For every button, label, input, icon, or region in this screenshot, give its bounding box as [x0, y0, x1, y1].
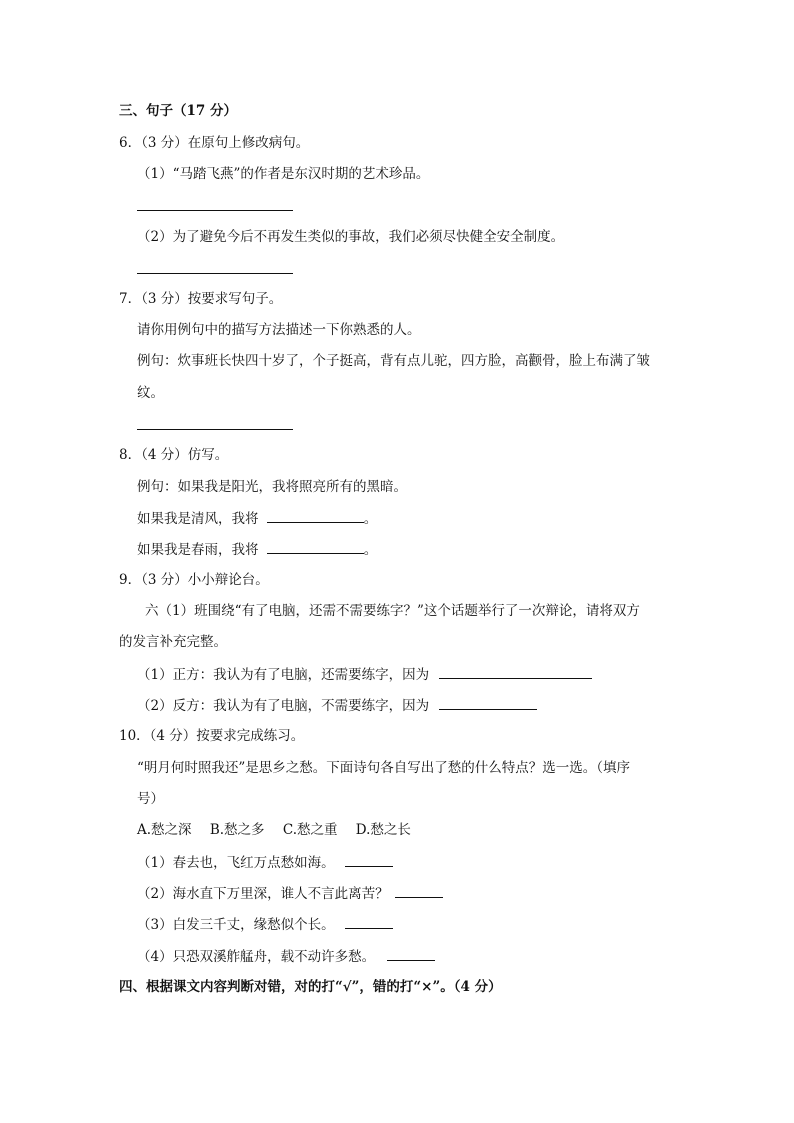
q6-answer-line-2[interactable]: [137, 273, 293, 274]
q10-option-c: C.愁之重: [282, 822, 338, 838]
q10-blank-4[interactable]: [387, 946, 435, 961]
q8-line-1: [137, 508, 377, 529]
q9-item-2: [137, 695, 537, 716]
q8-title: 8．（4 分）仿写。: [119, 447, 229, 463]
q7-instruction: 请你用例句中的描写方法描述一下你熟悉的人。: [137, 322, 421, 338]
q8-line-2: [137, 539, 377, 560]
q10-options: [137, 820, 411, 840]
q9-item-2-text: （2）反方：我认为有了电脑，不需要练字，因为: [137, 698, 430, 714]
q10-blank-2[interactable]: [395, 883, 443, 898]
q6-item-2: （2）为了避免今后不再发生类似的事故，我们必须尽快健全安全制度。: [137, 229, 565, 245]
q8-line-2-suffix: 。: [363, 542, 378, 558]
q9-item-1-text: （1）正方：我认为有了电脑，还需要练字，因为: [137, 667, 430, 683]
q9-item-1: [137, 664, 592, 685]
q10-item-3: [137, 914, 393, 935]
q10-item-4-text: （4）只恐双溪舴艋舟，载不动许多愁。: [137, 949, 376, 965]
q10-item-2-text: （2）海水直下万里深，谁人不言此离苦？: [137, 886, 389, 902]
q7-example-line-2: 纹。: [137, 385, 164, 401]
q9-context-line-1: 六（1）班围绕“有了电脑，还需不需要练字？”这个话题举行了一次辩论，请将双方: [145, 603, 640, 619]
q7-example-line-1: 例句：炊事班长快四十岁了，个子挺高，背有点儿驼，四方脸，高颧骨，脸上布满了皱: [137, 353, 650, 369]
q10-blank-3[interactable]: [345, 914, 393, 929]
q9-blank-2[interactable]: [439, 695, 537, 710]
q10-intro-line-1: “明月何时照我还”是思乡之愁。下面诗句各自写出了愁的什么特点？选一选。（填序: [137, 760, 631, 776]
q10-option-d: D.愁之长: [355, 822, 411, 838]
q10-item-1: [137, 852, 393, 873]
q10-title: 10．（4 分）按要求完成练习。: [119, 728, 305, 744]
q8-example: 例句：如果我是阳光，我将照亮所有的黑暗。: [137, 479, 407, 495]
q8-blank-2[interactable]: [267, 539, 364, 554]
section-4-heading: 四、根据课文内容判断对错，对的打“√”，错的打“×”。（4 分）: [119, 979, 502, 995]
q7-answer-line[interactable]: [137, 429, 293, 430]
q6-title: 6．（3 分）在原句上修改病句。: [119, 135, 310, 151]
q9-blank-1[interactable]: [439, 664, 592, 679]
q9-title: 9．（3 分）小小辩论台。: [119, 572, 269, 588]
q10-item-2: [137, 883, 443, 904]
q10-item-4: [137, 946, 435, 967]
q8-line-1-suffix: 。: [363, 511, 378, 527]
q10-option-a: A.愁之深: [137, 822, 192, 838]
q6-answer-line-1[interactable]: [137, 210, 293, 211]
q6-item-1: （1）“马踏飞燕”的作者是东汉时期的艺术珍品。: [137, 166, 430, 182]
q10-blank-1[interactable]: [345, 852, 393, 867]
q7-title: 7．（3 分）按要求写句子。: [119, 291, 283, 307]
q8-blank-1[interactable]: [267, 508, 364, 523]
q10-item-3-text: （3）白发三千丈，缘愁似个长。: [137, 917, 335, 933]
q8-line-2-prefix: 如果我是春雨，我将: [137, 542, 259, 558]
q10-intro-line-2: 号）: [137, 791, 164, 807]
section-3-heading: 三、句子（17 分）: [119, 103, 237, 119]
q9-context-line-2: 的发言补充完整。: [119, 634, 227, 650]
q8-line-1-prefix: 如果我是清风，我将: [137, 511, 259, 527]
q10-item-1-text: （1）春去也，飞红万点愁如海。: [137, 855, 335, 871]
q10-option-b: B.愁之多: [209, 822, 265, 838]
